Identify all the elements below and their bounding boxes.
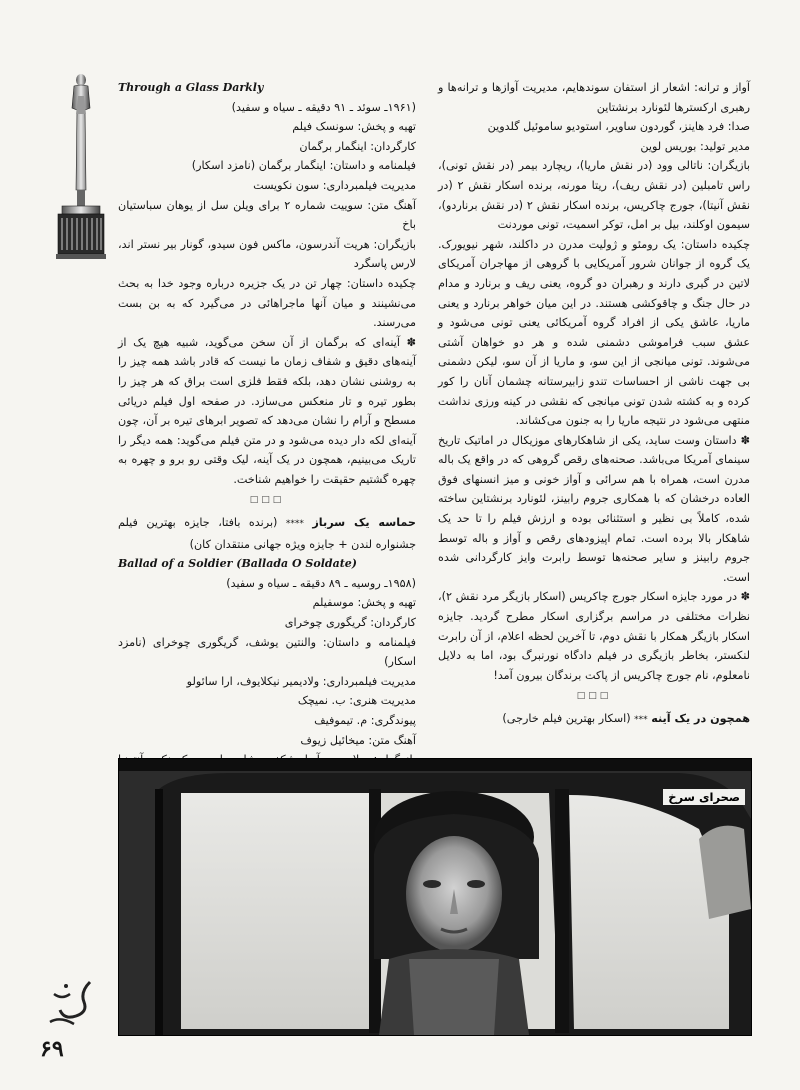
film1-synopsis: چکیده داستان: چهار تن در یک جزیره درباره وجود خدا به بحث می‌نشینند و میان آنها ماجراهائی در می‌گیرد که به بن بست می‌رسند. xyxy=(118,276,416,330)
film1-music: آهنگ متن: سوییت شماره ۲ برای ویلن سل از یوهان سباستیان باخ xyxy=(118,198,416,232)
film-still-photo xyxy=(118,758,752,1036)
film1-writer: فیلمنامه و داستان: اینگمار برگمان (نامزد اسکار) xyxy=(191,159,416,173)
car-window-scene xyxy=(119,759,751,1035)
film1-english-title: Through a Glass Darkly xyxy=(118,81,264,94)
synopsis: چکیده داستان: یک رومئو و ژولیت مدرن در داکلند، شهر نیویورک. یک گروه از جوانان شرور آمریکایی با گروهی از مهاجران آمریکای لاتین در گیری دارند و رهبران دو گروه، یعنی ریف و برنارد و مدام در حال جنگ و چاقوکشی هستند. در این میان خواهر برنارد و یعنی ماریا، عاشق یکی از افراد گروه آمریکائی یعنی تونی می‌شود و عشق سبب فراموشی دشمنی شده و هر دو خواهان آشتی می‌شوند. تونی میانجی از این سو، و ماریا از آن سو، لیکن دشمنی بی جهت ناشی از احساسات تندو زابیرستانه چشمان آنان را کور کرده و به کشته شدن تونی میانجی که نقشی در کینه ورزی نداشت منتهی می‌شود در نتیجه ماریا را به جنون می‌کشاند. xyxy=(438,237,750,428)
songs-credit: آواز و ترانه: اشعار از استفان سوندهایم، مدیریت آوازها و ترانه‌ها و رهبری ارکسترها لئونارد برنشتاین xyxy=(438,81,750,114)
next-film-title: همچون در یک آینه xyxy=(651,712,750,725)
film1-cinematography: مدیریت فیلمبرداری: سون نکویست xyxy=(253,178,416,192)
magazine-logo-icon xyxy=(40,972,100,1032)
film2-editor: پیوندگری: م. تیموفیف xyxy=(314,714,416,727)
oscar-note-paragraph: ✽ در مورد جایزه اسکار جورج چاکریس (اسکار بازیگر مرد نقش ۲)، نظرات مختلفی در مراسم برگزاری اسکار مطرح گردید. جایزه اسکار بازیگر همکار با نقش دوم، تا آخرین لحظه اعلام، از آن رابرت لنکستر، بخاطر بازیگری در فیلم دادگاه نورنبرگ بود، اما به دلایل نامعلوم، نام جورج چاکریس از پاکت برندگان بیرون آمد! xyxy=(438,590,750,682)
film1-cast: بازیگران: هریت آندرسون، ماکس فون سیدو، گونار بیر نستر اند، لارس پاسگرد xyxy=(118,237,416,271)
section-divider: □□□ xyxy=(249,495,285,506)
review-paragraph: ✽ داستان وست ساید، یکی از شاهکارهای موزیکال در اماتیک تاریخ سینمای آمریکا می‌باشد. صحنه‌های رقص گروهی که در واقع یک باله مدرن است، همراه با هم سرائی و آواز خونی و میز انسنهای فوق العاده درخشان که با همکاری جروم رابینز، لئونارد برنشتاین ساخته شده، کاملاً بی نظیر و استثنائی بوده و ارزش فیلم را تا حد یک شاهکار بالا برده است. تمام اپیزودهای رقص و آواز و باله توسط جروم رابینز و سایر صحنه‌ها توسط رابرت وایز کارگردانی شده است. xyxy=(438,433,751,584)
cast-credit: بازیگران: ناتالی وود (در نقش ماریا)، ریچارد بیمر (در نقش تونی)، راس تامبلین (در نقش ریف)، ریتا مورنه، برنده اسکار نقش ۲ (در نقش آنیتا)، جورج چاکریس، برنده اسکار نقش ۲ (در نقش برناردو)، سیمون اوکلند، بیل بر امل، توکر اسمیت، تونی موردنت xyxy=(438,159,751,232)
film1-review: ✽ آینه‌ای که برگمان از آن سخن می‌گوید، شبیه هیچ یک از آینه‌های دقیق و شفاف زمان ما نیست که قادر باشد همه چیز را به روشنی نشان دهد، بلکه فقط فلزی است براق که هر چیز را بطور تیره و تار منعکس می‌سازد. در صفحه اول فیلم دریائی مسطح و آرام را نشان می‌دهد که تصویر ابرهای تیره بر آن، چون آینه‌ای لکه دار دیده می‌شود و در متن فیلم می‌گوید: همه دیگر را تاریک می‌بینیم، همچون در یک آینه، لیک وقتی رو برو و چهره به چهره گشتیم حقیقت را خواهیم شناخت. xyxy=(118,335,417,486)
page-number: ۶۹ xyxy=(40,1036,64,1062)
film2-cinematography: مدیریت فیلمبرداری: ولادیمیر نیکلایوف، ارا سائولو xyxy=(186,674,416,688)
film2-writer: فیلمنامه و داستان: والنتین یوشف، گریگوری چوخرای (نامزد اسکار) xyxy=(118,635,416,669)
film2-producer: تهیه و پخش: موسفیلم xyxy=(312,596,416,610)
film2-art-direction: مدیریت هنری: ب. نمیچک xyxy=(297,694,416,708)
next-film-note: (اسکار بهترین فیلم خارجی) xyxy=(502,712,631,725)
film1-producer: تهیه و پخش: سونسک فیلم xyxy=(292,120,416,134)
right-column xyxy=(438,78,750,731)
film1-director: کارگردان: اینگمار برگمان xyxy=(299,139,416,153)
film2-info: (۱۹۵۸ـ روسیه ـ ۸۹ دقیقه ـ سیاه و سفید) xyxy=(226,576,416,590)
film2-awards: (برنده بافتا، جایزه بهترین فیلم جشنواره لندن + جایزه ویژه جهانی منتقدان کان) xyxy=(118,516,416,551)
film1-info: (۱۹۶۱ـ سوئد ـ ۹۱ دقیقه ـ سیاه و سفید) xyxy=(231,100,416,114)
production-manager-credit: مدیر تولید: بوریس لوین xyxy=(640,139,750,153)
rating-stars: *** xyxy=(634,715,648,725)
film2-heading xyxy=(118,513,416,554)
section-divider: □□□ xyxy=(576,691,612,702)
rating-stars: **** xyxy=(285,519,304,530)
left-column xyxy=(118,78,416,789)
film2-title: حماسه یک سرباز xyxy=(312,516,416,530)
film2-english-title: Ballad of a Soldier (Ballada O Soldate) xyxy=(118,557,357,571)
film2-music: آهنگ متن: میخائیل زیوف xyxy=(300,733,416,747)
photo-caption: صحرای سرخ xyxy=(663,789,745,805)
oscar-statuette-image xyxy=(50,70,112,260)
next-film-heading xyxy=(438,709,750,731)
sound-credit: صدا: فرد هاینز، گوردون ساویر، استودیو ساموئیل گلدوین xyxy=(487,120,750,134)
film2-director: کارگردان: گریگوری چوخرای xyxy=(284,616,416,630)
